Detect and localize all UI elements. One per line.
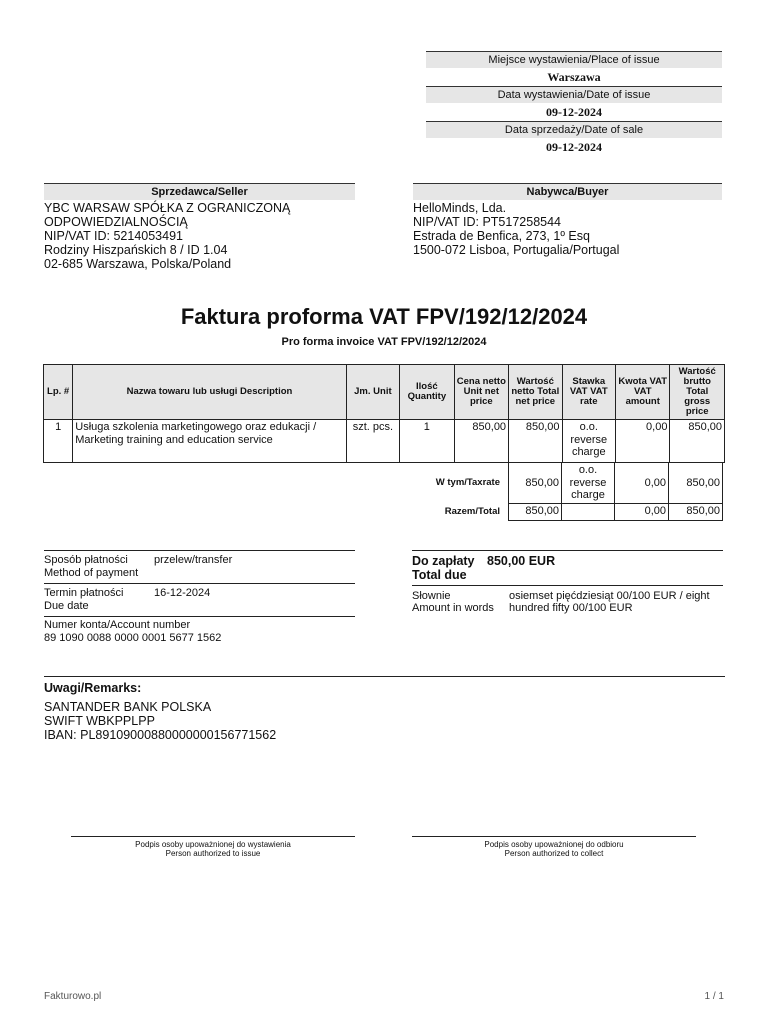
remarks-text — [44, 700, 276, 742]
col-total-net: Wartość netto Total net price — [509, 365, 562, 420]
col-unit: Jm. Unit — [346, 365, 399, 420]
total-rate — [562, 504, 615, 521]
signature-collect-pl: Podpis osoby upoważnionej do odbioru — [484, 840, 624, 849]
total-net: 850,00 — [509, 504, 562, 521]
issue-info — [426, 51, 722, 156]
taxrate-gross: 850,00 — [669, 463, 723, 504]
buyer-header: Nabywca/Buyer — [413, 183, 722, 200]
signature-collect — [412, 840, 696, 858]
cell-lp: 1 — [44, 420, 73, 463]
seller-line: YBC WARSAW SPÓŁKA Z OGRANICZONĄ — [44, 201, 291, 215]
seller-line: NIP/VAT ID: 5214053491 — [44, 229, 183, 243]
buyer-line: NIP/VAT ID: PT517258544 — [413, 215, 561, 229]
cell-vat-amount: 0,00 — [616, 420, 670, 463]
table-row — [44, 420, 725, 463]
total-row — [509, 504, 723, 521]
total-gross: 850,00 — [669, 504, 723, 521]
cell-total-net: 850,00 — [509, 420, 562, 463]
cell-gross: 850,00 — [670, 420, 725, 463]
invoice-title: Faktura proforma VAT FPV/192/12/2024 — [180, 304, 588, 329]
taxrate-label: W tym/Taxrate — [435, 477, 500, 488]
amount-in-words-line: hundred fifty 00/100 EUR — [509, 602, 633, 614]
remarks-line: SWIFT WBKPPLPP — [44, 714, 155, 728]
taxrate-row — [509, 463, 723, 504]
items-table — [43, 364, 725, 463]
date-of-sale-label: Data sprzedaży/Date of sale — [426, 121, 722, 138]
words-label-pl: Słownie — [412, 590, 451, 602]
total-vat: 0,00 — [615, 504, 669, 521]
account-number: 89 1090 0088 0000 0001 5677 1562 — [44, 632, 222, 644]
page-number: 1 / 1 — [704, 991, 724, 1002]
amount-due-label-pl: Do zapłaty — [412, 554, 475, 568]
account-label: Numer konta/Account number — [44, 619, 191, 631]
taxrate-net: 850,00 — [509, 463, 562, 504]
due-date-label-en: Due date — [44, 600, 89, 612]
payment-method-value: przelew/transfer — [154, 554, 233, 566]
payment-method-label-en: Method of payment — [44, 567, 139, 579]
words-label-en: Amount in words — [412, 602, 494, 614]
place-of-issue-value: Warszawa — [547, 70, 601, 84]
col-name: Nazwa towaru lub usługi Description — [73, 365, 346, 420]
due-date-label-pl: Termin płatności — [44, 587, 124, 599]
payment-method-label-pl: Sposób płatności — [44, 554, 128, 566]
divider — [44, 676, 725, 677]
seller-line: ODPOWIEDZIALNOŚCIĄ — [44, 215, 188, 229]
items-header-row — [44, 365, 725, 420]
remarks-header: Uwagi/Remarks: — [44, 681, 142, 695]
summary-table — [508, 462, 723, 521]
signature-issue-pl: Podpis osoby upoważnionej do wystawienia — [135, 840, 291, 849]
seller-header: Sprzedawca/Seller — [44, 183, 355, 200]
cell-unit: szt. pcs. — [346, 420, 399, 463]
signature-line-collect — [412, 836, 696, 837]
col-lp: Lp. # — [44, 365, 73, 420]
due-date-value: 16-12-2024 — [154, 587, 211, 599]
remarks-line: SANTANDER BANK POLSKA — [44, 700, 212, 714]
place-of-issue-label: Miejsce wystawienia/Place of issue — [426, 51, 722, 68]
signature-issue — [71, 840, 355, 858]
divider — [44, 550, 355, 551]
taxrate-vat: 0,00 — [615, 463, 669, 504]
signature-line-issue — [71, 836, 355, 837]
date-of-issue-value: 09-12-2024 — [546, 105, 602, 119]
date-of-issue-label: Data wystawienia/Date of issue — [426, 86, 722, 103]
total-label: Razem/Total — [444, 506, 500, 517]
cell-name: Usługa szkolenia marketingowego oraz edukacji / Marketing training and education service — [73, 420, 346, 463]
amount-in-words-line: osiemset pięćdziesiąt 00/100 EUR / eight — [509, 590, 710, 602]
buyer-line: 1500-072 Lisboa, Portugalia/Portugal — [413, 243, 620, 257]
remarks-line: IBAN: PL89109000880000000156771562 — [44, 728, 277, 742]
divider — [412, 550, 723, 551]
signature-collect-en: Person authorized to collect — [504, 849, 604, 858]
cell-unit-net: 850,00 — [454, 420, 508, 463]
cell-vat-rate: o.o. reverse charge — [562, 420, 615, 463]
divider — [412, 585, 723, 586]
amount-due-value: 850,00 EUR — [487, 554, 556, 568]
col-qty: Ilość Quantity — [400, 365, 454, 420]
col-vat-rate: Stawka VAT VAT rate — [562, 365, 615, 420]
footer-brand: Fakturowo.pl — [44, 991, 102, 1002]
divider — [44, 616, 355, 617]
signature-issue-en: Person authorized to issue — [165, 849, 261, 858]
col-gross: Wartość brutto Total gross price — [670, 365, 725, 420]
col-unit-net: Cena netto Unit net price — [454, 365, 508, 420]
seller-line: 02-685 Warszawa, Polska/Poland — [44, 257, 232, 271]
amount-due-label-en: Total due — [412, 568, 467, 582]
taxrate-rate: o.o. reverse charge — [562, 463, 615, 504]
col-vat-amount: Kwota VAT VAT amount — [616, 365, 670, 420]
buyer-line: Estrada de Benfica, 273, 1º Esq — [413, 229, 590, 243]
invoice-subtitle: Pro forma invoice VAT FPV/192/12/2024 — [281, 336, 487, 348]
divider — [44, 583, 355, 584]
buyer-block — [413, 183, 722, 257]
cell-qty: 1 — [400, 420, 454, 463]
date-of-sale-value: 09-12-2024 — [546, 140, 602, 154]
seller-block — [44, 183, 355, 271]
buyer-line: HelloMinds, Lda. — [413, 201, 507, 215]
seller-line: Rodziny Hiszpańskich 8 / ID 1.04 — [44, 243, 228, 257]
